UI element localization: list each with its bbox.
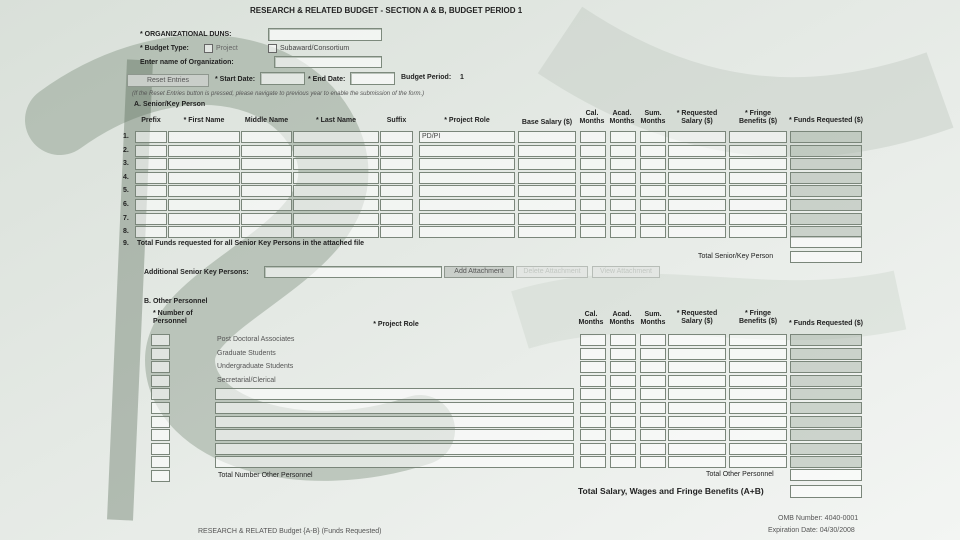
senior-cal-months-field[interactable] (580, 172, 606, 184)
other-acad-months-field[interactable] (610, 443, 636, 455)
other-acad-months-field[interactable] (610, 456, 636, 468)
senior-middle-name-field[interactable] (241, 158, 292, 170)
other-project-role-field[interactable] (215, 456, 574, 468)
personnel-role-label: Undergraduate Students (217, 363, 294, 371)
col-b-funds-requested: * Funds Requested ($) (789, 320, 863, 327)
senior-base-salary-field[interactable] (518, 145, 576, 157)
other-requested-salary-field[interactable] (668, 456, 726, 468)
subaward-checkbox[interactable] (268, 44, 277, 53)
senior-prefix-field[interactable] (135, 158, 167, 170)
additional-senior-file (264, 266, 442, 278)
senior-fringe-benefits-field[interactable] (729, 213, 787, 225)
col-number-personnel: * Number of Personnel (153, 310, 193, 325)
senior-prefix-field[interactable] (135, 131, 167, 143)
col-last-name: * Last Name (315, 117, 357, 124)
other-acad-months-field[interactable] (610, 402, 636, 414)
other-cal-months-field[interactable] (580, 456, 606, 468)
senior-first-name-field[interactable] (168, 199, 240, 211)
col-funds-requested: * Funds Requested ($) (789, 117, 863, 124)
other-project-role-field[interactable] (215, 402, 574, 414)
other-sum-months-field[interactable] (640, 348, 666, 360)
other-requested-salary-field[interactable] (668, 375, 726, 387)
senior-suffix-field[interactable] (380, 199, 413, 211)
col-middle-name: Middle Name (244, 117, 289, 124)
senior-middle-name-field[interactable] (241, 172, 292, 184)
col-first-name: * First Name (183, 117, 225, 124)
duns-input[interactable] (268, 28, 382, 41)
col-base-salary: Base Salary ($) (521, 119, 573, 126)
senior-cal-months-field[interactable] (580, 185, 606, 197)
total-senior-key-value (790, 251, 862, 263)
senior-fringe-benefits-field[interactable] (729, 158, 787, 170)
other-cal-months-field[interactable] (580, 334, 606, 346)
senior-cal-months-field[interactable] (580, 145, 606, 157)
budget-type-label: * Budget Type: (140, 45, 189, 52)
budget-period-label: Budget Period: (401, 74, 452, 81)
senior-requested-salary-field[interactable] (668, 226, 726, 238)
senior-funds-requested-field (790, 213, 862, 225)
other-fringe-benefits-field[interactable] (729, 348, 787, 360)
senior-funds-requested-field (790, 145, 862, 157)
other-fringe-benefits-field[interactable] (729, 402, 787, 414)
senior-first-name-field[interactable] (168, 145, 240, 157)
senior-last-name-field[interactable] (293, 158, 379, 170)
col-fringe-benefits: * Fringe Benefits ($) (738, 110, 778, 125)
senior-middle-name-field[interactable] (241, 145, 292, 157)
total-attached-funds[interactable] (790, 236, 862, 248)
senior-fringe-benefits-field[interactable] (729, 185, 787, 197)
number-personnel-field[interactable] (151, 388, 170, 400)
senior-base-salary-field[interactable] (518, 131, 576, 143)
col-prefix: Prefix (141, 117, 161, 124)
personnel-role-label: Graduate Students (217, 349, 276, 357)
other-acad-months-field[interactable] (610, 416, 636, 428)
other-funds-requested-field (790, 348, 862, 360)
duns-label: * ORGANIZATIONAL DUNS: (140, 31, 232, 38)
senior-sum-months-field[interactable] (640, 226, 666, 238)
senior-cal-months-field[interactable] (580, 158, 606, 170)
senior-base-salary-field[interactable] (518, 213, 576, 225)
grand-total-label: Total Salary, Wages and Fringe Benefits (A+B) (578, 486, 764, 496)
start-date-label: * Start Date: (215, 76, 256, 83)
senior-requested-salary-field[interactable] (668, 145, 726, 157)
other-cal-months-field[interactable] (580, 361, 606, 373)
page-title: RESEARCH & RELATED BUDGET - SECTION A & B, BUDGET PERIOD 1 (250, 6, 523, 15)
other-cal-months-field[interactable] (580, 443, 606, 455)
number-personnel-field[interactable] (151, 402, 170, 414)
senior-project-role-field[interactable] (419, 185, 515, 197)
other-sum-months-field[interactable] (640, 402, 666, 414)
senior-middle-name-field[interactable] (241, 226, 292, 238)
senior-last-name-field[interactable] (293, 145, 379, 157)
delete-attachment-button[interactable]: Delete Attachment (516, 266, 588, 278)
other-requested-salary-field[interactable] (668, 402, 726, 414)
other-acad-months-field[interactable] (610, 361, 636, 373)
other-acad-months-field[interactable] (610, 388, 636, 400)
senior-funds-requested-field (790, 158, 862, 170)
senior-suffix-field[interactable] (380, 185, 413, 197)
view-attachment-button[interactable]: View Attachment (592, 266, 660, 278)
other-sum-months-field[interactable] (640, 388, 666, 400)
senior-first-name-field[interactable] (168, 158, 240, 170)
other-funds-requested-field (790, 443, 862, 455)
senior-suffix-field[interactable] (380, 226, 413, 238)
other-requested-salary-field[interactable] (668, 334, 726, 346)
col-b-acad-months: Acad. Months (609, 311, 635, 326)
senior-suffix-field[interactable] (380, 145, 413, 157)
senior-fringe-benefits-field[interactable] (729, 199, 787, 211)
other-sum-months-field[interactable] (640, 361, 666, 373)
col-b-project-role: * Project Role (373, 321, 419, 328)
additional-senior-label: Additional Senior Key Persons: (144, 269, 249, 276)
col-b-cal-months: Cal. Months (578, 311, 604, 326)
other-fringe-benefits-field[interactable] (729, 456, 787, 468)
other-funds-requested-field (790, 375, 862, 387)
senior-funds-requested-field (790, 185, 862, 197)
other-fringe-benefits-field[interactable] (729, 416, 787, 428)
other-sum-months-field[interactable] (640, 375, 666, 387)
senior-fringe-benefits-field[interactable] (729, 226, 787, 238)
project-checkbox[interactable] (204, 44, 213, 53)
row-number: 2. (123, 146, 129, 154)
senior-fringe-benefits-field[interactable] (729, 145, 787, 157)
other-fringe-benefits-field[interactable] (729, 388, 787, 400)
senior-middle-name-field[interactable] (241, 131, 292, 143)
senior-acad-months-field[interactable] (610, 185, 636, 197)
senior-acad-months-field[interactable] (610, 226, 636, 238)
senior-first-name-field[interactable] (168, 185, 240, 197)
senior-last-name-field[interactable] (293, 199, 379, 211)
senior-acad-months-field[interactable] (610, 172, 636, 184)
senior-project-role-field[interactable] (419, 158, 515, 170)
senior-project-role-field[interactable] (419, 226, 515, 238)
other-funds-requested-field (790, 402, 862, 414)
budget-period-value: 1 (460, 74, 464, 81)
other-funds-requested-field (790, 334, 862, 346)
senior-prefix-field[interactable] (135, 145, 167, 157)
other-fringe-benefits-field[interactable] (729, 334, 787, 346)
senior-prefix-field[interactable] (135, 226, 167, 238)
number-personnel-field[interactable] (151, 416, 170, 428)
other-sum-months-field[interactable] (640, 429, 666, 441)
senior-cal-months-field[interactable] (580, 226, 606, 238)
senior-project-role-field[interactable] (419, 199, 515, 211)
other-requested-salary-field[interactable] (668, 361, 726, 373)
end-date-label: * End Date: (308, 76, 346, 83)
senior-suffix-field[interactable] (380, 131, 413, 143)
senior-base-salary-field[interactable] (518, 199, 576, 211)
total-senior-key-label: Total Senior/Key Person (698, 253, 774, 260)
number-personnel-field[interactable] (151, 348, 170, 360)
row-number: 5. (123, 187, 129, 195)
other-funds-requested-field (790, 361, 862, 373)
senior-requested-salary-field[interactable] (668, 185, 726, 197)
other-funds-requested-field (790, 456, 862, 468)
section-b-title: B. Other Personnel (144, 298, 208, 305)
start-date-input[interactable] (260, 72, 305, 85)
senior-base-salary-field[interactable] (518, 158, 576, 170)
other-sum-months-field[interactable] (640, 443, 666, 455)
section-a-title: A. Senior/Key Person (134, 101, 206, 108)
other-project-role-field[interactable] (215, 416, 574, 428)
other-requested-salary-field[interactable] (668, 429, 726, 441)
number-personnel-field[interactable] (151, 334, 170, 346)
senior-last-name-field[interactable] (293, 213, 379, 225)
project-option-label: Project (216, 45, 238, 52)
senior-requested-salary-field[interactable] (668, 158, 726, 170)
number-personnel-field[interactable] (151, 456, 170, 468)
senior-base-salary-field[interactable] (518, 185, 576, 197)
senior-requested-salary-field[interactable] (668, 199, 726, 211)
senior-sum-months-field[interactable] (640, 172, 666, 184)
senior-cal-months-field[interactable] (580, 131, 606, 143)
other-fringe-benefits-field[interactable] (729, 443, 787, 455)
senior-funds-requested-field (790, 172, 862, 184)
number-personnel-field[interactable] (151, 361, 170, 373)
other-sum-months-field[interactable] (640, 456, 666, 468)
total-number-other-label: Total Number Other Personnel (218, 472, 313, 479)
other-project-role-field[interactable] (215, 429, 574, 441)
other-fringe-benefits-field[interactable] (729, 429, 787, 441)
total-attached-label: Total Funds requested for all Senior Key Persons in the attached file (137, 240, 365, 247)
other-acad-months-field[interactable] (610, 375, 636, 387)
senior-acad-months-field[interactable] (610, 131, 636, 143)
col-requested-salary: * Requested Salary ($) (676, 110, 718, 125)
senior-suffix-field[interactable] (380, 158, 413, 170)
senior-funds-requested-field (790, 131, 862, 143)
senior-requested-salary-field[interactable] (668, 213, 726, 225)
senior-middle-name-field[interactable] (241, 185, 292, 197)
senior-funds-requested-field (790, 199, 862, 211)
senior-sum-months-field[interactable] (640, 185, 666, 197)
other-cal-months-field[interactable] (580, 429, 606, 441)
col-sum-months: Sum. Months (640, 110, 666, 125)
senior-prefix-field[interactable] (135, 172, 167, 184)
other-fringe-benefits-field[interactable] (729, 361, 787, 373)
senior-last-name-field[interactable] (293, 226, 379, 238)
other-requested-salary-field[interactable] (668, 416, 726, 428)
col-acad-months: Acad. Months (609, 110, 635, 125)
other-acad-months-field[interactable] (610, 429, 636, 441)
col-suffix: Suffix (386, 117, 407, 124)
col-b-sum-months: Sum. Months (640, 311, 666, 326)
senior-sum-months-field[interactable] (640, 145, 666, 157)
senior-suffix-field[interactable] (380, 213, 413, 225)
senior-acad-months-field[interactable] (610, 145, 636, 157)
row-number: 1. (123, 133, 129, 140)
other-funds-requested-field (790, 388, 862, 400)
other-cal-months-field[interactable] (580, 416, 606, 428)
other-cal-months-field[interactable] (580, 348, 606, 360)
personnel-role-label: Post Doctoral Associates (217, 336, 295, 343)
number-personnel-field[interactable] (151, 429, 170, 441)
number-personnel-field[interactable] (151, 443, 170, 455)
senior-first-name-field[interactable] (168, 226, 240, 238)
senior-last-name-field[interactable] (293, 131, 379, 143)
other-requested-salary-field[interactable] (668, 443, 726, 455)
senior-requested-salary-field[interactable] (668, 131, 726, 143)
other-acad-months-field[interactable] (610, 348, 636, 360)
col-cal-months: Cal. Months (579, 110, 605, 125)
senior-cal-months-field[interactable] (580, 213, 606, 225)
row-number: 7. (123, 214, 129, 222)
senior-prefix-field[interactable] (135, 185, 167, 197)
number-personnel-field[interactable] (151, 375, 170, 387)
reset-entries-button[interactable]: Reset Entries (127, 74, 209, 87)
org-name-label: Enter name of Organization: (140, 59, 234, 66)
other-requested-salary-field[interactable] (668, 348, 726, 360)
senior-last-name-field[interactable] (293, 172, 379, 184)
subaward-option-label: Subaward/Consortium (280, 45, 350, 52)
senior-base-salary-field[interactable] (518, 226, 576, 238)
senior-prefix-field[interactable] (135, 199, 167, 211)
senior-sum-months-field[interactable] (640, 199, 666, 211)
reset-note: (If the Reset Entries button is pressed, please navigate to previous year to enable the submission of the form.) (132, 91, 425, 97)
senior-sum-months-field[interactable] (640, 131, 666, 143)
senior-project-role-field[interactable] (419, 145, 515, 157)
senior-sum-months-field[interactable] (640, 213, 666, 225)
row-number: 9. (123, 240, 129, 247)
senior-project-role-field[interactable] (419, 213, 515, 225)
row-number: 4. (123, 173, 129, 181)
other-project-role-field[interactable] (215, 388, 574, 400)
org-name-input[interactable] (274, 56, 382, 68)
other-sum-months-field[interactable] (640, 416, 666, 428)
senior-prefix-field[interactable] (135, 213, 167, 225)
senior-fringe-benefits-field[interactable] (729, 131, 787, 143)
senior-suffix-field[interactable] (380, 172, 413, 184)
col-b-requested-salary: * Requested Salary ($) (676, 310, 718, 325)
col-b-fringe-benefits: * Fringe Benefits ($) (738, 310, 778, 325)
total-number-other-value (151, 470, 170, 482)
other-acad-months-field[interactable] (610, 334, 636, 346)
other-funds-requested-field (790, 429, 862, 441)
other-sum-months-field[interactable] (640, 334, 666, 346)
senior-first-name-field[interactable] (168, 131, 240, 143)
senior-acad-months-field[interactable] (610, 199, 636, 211)
other-funds-requested-field (790, 416, 862, 428)
omb-number: OMB Number: 4040-0001 (778, 515, 859, 522)
col-project-role: * Project Role (444, 117, 490, 124)
other-cal-months-field[interactable] (580, 402, 606, 414)
add-attachment-button[interactable]: Add Attachment (444, 266, 514, 278)
total-other-personnel-value (790, 469, 862, 481)
row-number: 6. (123, 201, 129, 208)
other-requested-salary-field[interactable] (668, 388, 726, 400)
senior-first-name-field[interactable] (168, 172, 240, 184)
other-cal-months-field[interactable] (580, 388, 606, 400)
senior-middle-name-field[interactable] (241, 199, 292, 211)
other-project-role-field[interactable] (215, 443, 574, 455)
senior-middle-name-field[interactable] (241, 213, 292, 225)
senior-sum-months-field[interactable] (640, 158, 666, 170)
expiration-date: Expiration Date: 04/30/2008 (768, 527, 855, 534)
personnel-role-label: Secretarial/Clerical (217, 376, 276, 384)
senior-fringe-benefits-field[interactable] (729, 172, 787, 184)
grand-total-value (790, 485, 862, 498)
senior-first-name-field[interactable] (168, 213, 240, 225)
other-fringe-benefits-field[interactable] (729, 375, 787, 387)
senior-requested-salary-field[interactable] (668, 172, 726, 184)
row-number: 8. (123, 228, 129, 236)
other-cal-months-field[interactable] (580, 375, 606, 387)
senior-cal-months-field[interactable] (580, 199, 606, 211)
senior-project-role-field[interactable] (419, 172, 515, 184)
senior-last-name-field[interactable] (293, 185, 379, 197)
senior-acad-months-field[interactable] (610, 213, 636, 225)
row-number: 3. (123, 160, 129, 168)
end-date-input[interactable] (350, 72, 395, 85)
senior-acad-months-field[interactable] (610, 158, 636, 170)
senior-base-salary-field[interactable] (518, 172, 576, 184)
senior-project-role-field[interactable]: PD/PI (419, 131, 515, 143)
form-name: RESEARCH & RELATED Budget {A-B} (Funds Requested) (198, 528, 382, 535)
total-other-personnel-label: Total Other Personnel (706, 471, 774, 478)
